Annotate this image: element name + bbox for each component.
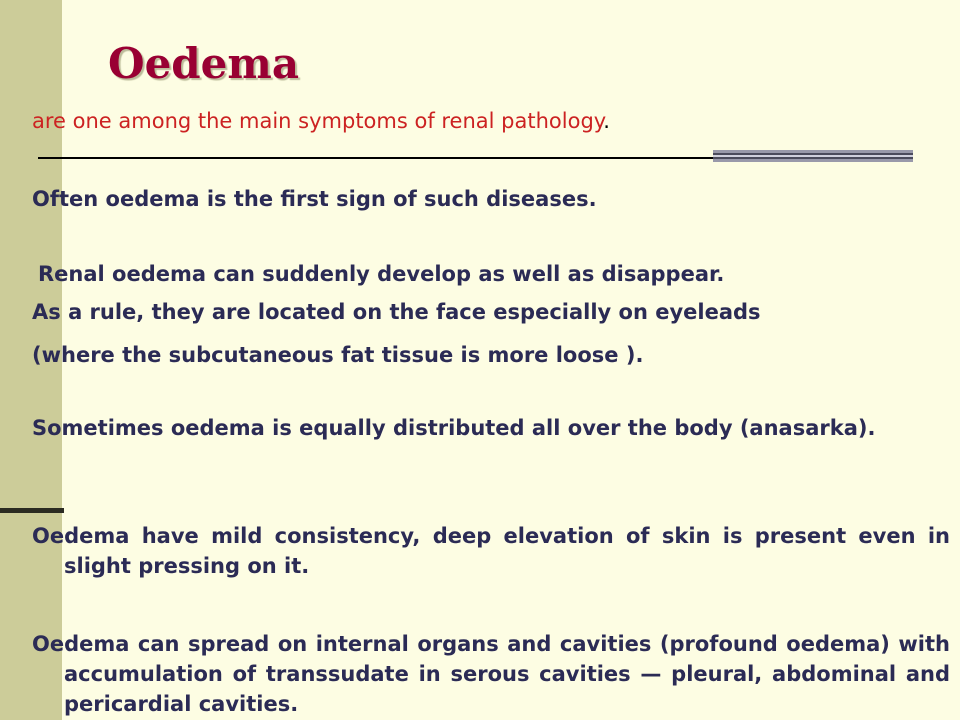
- slide-title: Oedema: [108, 39, 300, 88]
- paragraph-consistency: Oedema have mild consistency, deep elevation of skin is present even in slight pressing on it.: [32, 524, 950, 578]
- paragraph-sudden-development: Renal oedema can suddenly develop as well as disappear.: [38, 262, 725, 286]
- slide-subtitle: [32, 106, 610, 136]
- paragraph-anasarka: Sometimes oedema is equally distributed all over the body (anasarka).: [32, 416, 876, 440]
- paragraph-internal-organs: Oedema can spread on internal organs and cavities (profound oedema) with accumulation of transsudate in serous cavities — pleural, abdominal and pericardial cavities.: [32, 632, 950, 716]
- divider-accent-bar: [713, 150, 913, 162]
- subtitle-text: are one among the main symptoms of renal pathology: [32, 109, 604, 133]
- paragraph-location-detail: (where the subcutaneous fat tissue is more loose ).: [32, 343, 644, 367]
- paragraph-first-sign: Often oedema is the first sign of such diseases.: [32, 187, 597, 211]
- subtitle-period: .: [603, 109, 610, 133]
- paragraph-location: As a rule, they are located on the face especially on eyeleads: [32, 300, 761, 324]
- divider-line: [38, 157, 713, 159]
- left-bar-marker: [0, 508, 64, 513]
